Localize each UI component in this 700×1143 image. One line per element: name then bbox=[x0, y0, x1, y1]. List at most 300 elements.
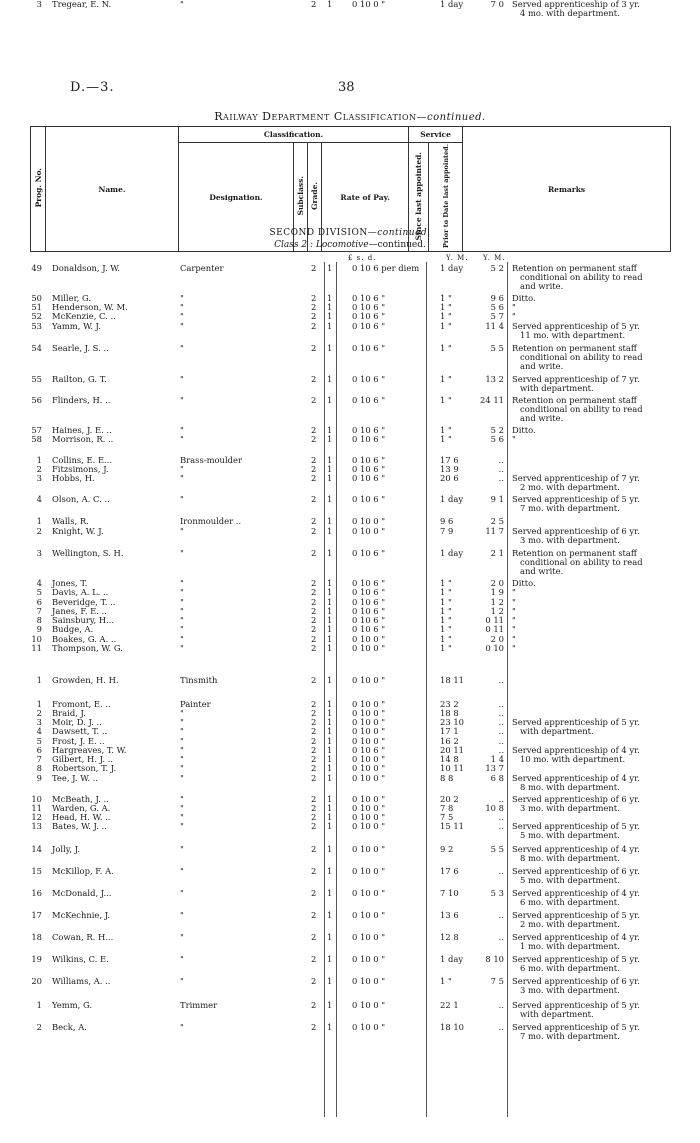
pay-cell: 0 10 6 " bbox=[352, 606, 386, 616]
prior-cell: .. bbox=[498, 1000, 504, 1010]
remarks-line: Served apprenticeship of 7 yr. bbox=[512, 374, 640, 384]
prog-no-cell: 20 bbox=[31, 976, 42, 986]
name-cell: Tregear, E. N. bbox=[52, 0, 112, 9]
remarks-line: Served apprenticeship of 7 yr. bbox=[512, 473, 640, 483]
subclass-cell: 2 bbox=[311, 888, 317, 898]
subclass-cell: 2 bbox=[311, 374, 317, 384]
designation-cell: " bbox=[180, 634, 184, 644]
remarks-line: with department. bbox=[520, 383, 594, 394]
subclass-cell: 2 bbox=[311, 578, 317, 588]
designation-cell: " bbox=[180, 302, 184, 312]
designation-cell: " bbox=[180, 434, 184, 444]
header-name: Name. bbox=[46, 127, 179, 252]
pay-cell: 0 10 6 " bbox=[352, 587, 386, 597]
class-label: Class 2 : Locomotive bbox=[274, 240, 369, 250]
pay-cell: 0 10 0 " bbox=[352, 1000, 386, 1010]
subclass-cell: 2 bbox=[311, 494, 317, 504]
prior-cell: .. bbox=[498, 1022, 504, 1032]
subclass-cell: 2 bbox=[311, 708, 317, 718]
grade-cell: 1 bbox=[327, 0, 333, 9]
name-cell: Beveridge, T. .. bbox=[52, 597, 116, 607]
remarks-line: and write. bbox=[520, 361, 564, 372]
pay-cell: 0 10 0 " bbox=[352, 526, 386, 536]
remarks-cell bbox=[512, 933, 664, 951]
pay-cell: 0 10 0 " bbox=[352, 932, 386, 942]
remarks-cell bbox=[512, 474, 664, 492]
pay-cell: 0 10 6 " bbox=[352, 311, 386, 321]
subclass-cell: 2 bbox=[311, 717, 317, 727]
prog-no-cell: 53 bbox=[31, 321, 42, 331]
prior-cell: 5 6 bbox=[490, 302, 504, 312]
remarks-cell bbox=[512, 375, 664, 393]
name-cell: Wellington, S. H. bbox=[52, 548, 124, 558]
grade-cell: 1 bbox=[327, 717, 333, 727]
prior-cell: 11 4 bbox=[485, 321, 504, 331]
since-cell: 1 " bbox=[440, 343, 452, 353]
remarks-cell bbox=[512, 644, 664, 653]
designation-cell: " bbox=[180, 1022, 184, 1032]
prog-no-cell: 4 bbox=[36, 578, 42, 588]
remarks-line: conditional on ability to read bbox=[520, 404, 643, 415]
subclass-cell: 2 bbox=[311, 587, 317, 597]
name-cell: Wilkins, C. E. bbox=[52, 954, 109, 964]
pay-cell: 0 10 6 " bbox=[352, 548, 386, 558]
designation-cell: " bbox=[180, 548, 184, 558]
since-cell: 22 1 bbox=[440, 1000, 459, 1010]
name-cell: Walls, R. bbox=[52, 516, 89, 526]
subclass-cell: 2 bbox=[311, 726, 317, 736]
remarks-line: Served apprenticeship of 5 yr. bbox=[512, 494, 640, 504]
prog-no-cell: 3 bbox=[36, 473, 42, 483]
designation-cell: " bbox=[180, 343, 184, 353]
prog-no-cell: 6 bbox=[36, 745, 42, 755]
grade-cell: 1 bbox=[327, 736, 333, 746]
remarks-line: 8 mo. with department. bbox=[520, 853, 620, 864]
since-cell: 1 " bbox=[440, 434, 452, 444]
prog-no-cell: 11 bbox=[31, 803, 42, 813]
prog-no-cell: 6 bbox=[36, 597, 42, 607]
pay-cell: 0 10 0 " bbox=[352, 708, 386, 718]
pay-cell: 0 10 6 " bbox=[352, 455, 386, 465]
subclass-cell: 2 bbox=[311, 548, 317, 558]
remarks-line: Served apprenticeship of 6 yr. bbox=[512, 526, 640, 536]
grade-cell: 1 bbox=[327, 473, 333, 483]
subclass-cell: 2 bbox=[311, 473, 317, 483]
designation-cell: " bbox=[180, 888, 184, 898]
since-cell: 1 " bbox=[440, 425, 452, 435]
since-cell: 1 " bbox=[440, 634, 452, 644]
since-cell: 7 9 bbox=[440, 526, 454, 536]
grade-cell: 1 bbox=[327, 803, 333, 813]
since-cell: 18 8 bbox=[440, 708, 459, 718]
grade-cell: 1 bbox=[327, 976, 333, 986]
prog-no-cell: 1 bbox=[36, 455, 42, 465]
prog-no-cell: 5 bbox=[36, 736, 42, 746]
subclass-cell: 2 bbox=[311, 803, 317, 813]
remarks-line: " bbox=[512, 615, 516, 625]
prior-cell: .. bbox=[498, 910, 504, 920]
name-cell: Hobbs, H. bbox=[52, 473, 95, 483]
since-cell: 1 " bbox=[440, 587, 452, 597]
remarks-line: conditional on ability to read bbox=[520, 557, 643, 568]
header-grade: Grade. bbox=[308, 143, 322, 252]
since-cell: 8 8 bbox=[440, 773, 454, 783]
name-cell: Dawsett, T. .. bbox=[52, 726, 108, 736]
prior-cell: 13 2 bbox=[485, 374, 504, 384]
grade-cell: 1 bbox=[327, 1022, 333, 1032]
remarks-cell bbox=[512, 795, 664, 813]
designation-cell: " bbox=[180, 425, 184, 435]
remarks-line: 11 mo. with department. bbox=[520, 330, 626, 341]
designation-cell: " bbox=[180, 643, 184, 653]
name-cell: Warden, G. A. bbox=[52, 803, 111, 813]
since-cell: 1 " bbox=[440, 643, 452, 653]
grade-cell: 1 bbox=[327, 910, 333, 920]
remarks-line: 3 mo. with department. bbox=[520, 803, 620, 814]
name-cell: Williams, A. .. bbox=[52, 976, 111, 986]
prior-cell: 2 0 bbox=[490, 634, 504, 644]
grade-cell: 1 bbox=[327, 624, 333, 634]
designation-cell: " bbox=[180, 773, 184, 783]
prior-cell: 1 9 bbox=[490, 587, 504, 597]
header-prior-to-date: Prior to Date last appointed. bbox=[429, 143, 463, 252]
designation-cell: " bbox=[180, 464, 184, 474]
prog-no-cell: 54 bbox=[31, 343, 42, 353]
remarks-cell bbox=[512, 977, 664, 995]
name-cell: Growden, H. H. bbox=[52, 675, 119, 685]
prior-cell: 11 7 bbox=[485, 526, 504, 536]
name-cell: McDonald, J... bbox=[52, 888, 112, 898]
remarks-line: Served apprenticeship of 5 yr. bbox=[512, 1000, 640, 1010]
prior-cell: .. bbox=[498, 455, 504, 465]
designation-cell: Ironmoulder .. bbox=[180, 516, 242, 526]
remarks-line: Served apprenticeship of 4 yr. bbox=[512, 844, 640, 854]
prog-no-cell: 5 bbox=[36, 587, 42, 597]
prior-cell: 9 6 bbox=[490, 293, 504, 303]
remarks-cell bbox=[512, 303, 664, 312]
grade-cell: 1 bbox=[327, 311, 333, 321]
remarks-line: 8 mo. with department. bbox=[520, 782, 620, 793]
prog-no-cell: 3 bbox=[36, 717, 42, 727]
subclass-cell: 2 bbox=[311, 0, 317, 9]
since-cell: 1 " bbox=[440, 606, 452, 616]
designation-cell: " bbox=[180, 754, 184, 764]
name-cell: Robertson, T. J. bbox=[52, 763, 117, 773]
name-cell: Fromont, E. .. bbox=[52, 699, 111, 709]
grade-cell: 1 bbox=[327, 1000, 333, 1010]
name-cell: Davis, A. L. .. bbox=[52, 587, 109, 597]
grade-cell: 1 bbox=[327, 293, 333, 303]
subclass-cell: 2 bbox=[311, 395, 317, 405]
subclass-cell: 2 bbox=[311, 1000, 317, 1010]
pay-cell: 0 10 0 " bbox=[352, 754, 386, 764]
remarks-line: Served apprenticeship of 4 yr. bbox=[512, 932, 640, 942]
grade-cell: 1 bbox=[327, 302, 333, 312]
grade-cell: 1 bbox=[327, 263, 333, 273]
since-cell: 18 11 bbox=[440, 675, 464, 685]
since-cell: 9 6 bbox=[440, 516, 454, 526]
since-cell: 20 11 bbox=[440, 745, 464, 755]
prior-cell: 7 0 bbox=[490, 0, 504, 9]
name-cell: Sainsbury, H... bbox=[52, 615, 115, 625]
remarks-line: 5 mo. with department. bbox=[520, 875, 620, 886]
since-units: Y. M. bbox=[446, 254, 469, 262]
subclass-cell: 2 bbox=[311, 302, 317, 312]
pay-cell: 0 10 0 " bbox=[352, 634, 386, 644]
remarks-cell bbox=[512, 527, 664, 545]
designation-cell: " bbox=[180, 745, 184, 755]
designation-cell: " bbox=[180, 293, 184, 303]
remarks-cell bbox=[512, 635, 664, 644]
subclass-cell: 2 bbox=[311, 976, 317, 986]
remarks-line: 10 mo. with department. bbox=[520, 754, 626, 765]
remarks-cell bbox=[512, 616, 664, 625]
since-cell: 23 10 bbox=[440, 717, 464, 727]
prior-units: Y. M. bbox=[483, 254, 506, 262]
prog-no-cell: 7 bbox=[36, 606, 42, 616]
designation-cell: Painter bbox=[180, 699, 211, 709]
grade-cell: 1 bbox=[327, 494, 333, 504]
subclass-cell: 2 bbox=[311, 1022, 317, 1032]
pay-cell: 0 10 0 " bbox=[352, 888, 386, 898]
since-cell: 7 8 bbox=[440, 803, 454, 813]
division-label: SECOND DIVISION— bbox=[269, 228, 378, 238]
pay-cell: 0 10 6 " bbox=[352, 343, 386, 353]
remarks-line: and write. bbox=[520, 413, 564, 424]
since-cell: 1 day bbox=[440, 548, 464, 558]
remarks-line: " bbox=[512, 434, 516, 444]
prog-no-cell: 18 bbox=[31, 932, 42, 942]
prog-no-cell: 2 bbox=[36, 526, 42, 536]
pay-cell: 0 10 6 " bbox=[352, 578, 386, 588]
remarks-cell bbox=[512, 396, 664, 424]
grade-cell: 1 bbox=[327, 675, 333, 685]
remarks-line: 6 mo. with department. bbox=[520, 963, 620, 974]
subclass-cell: 2 bbox=[311, 866, 317, 876]
remarks-cell bbox=[512, 294, 664, 303]
header-designation: Designation. bbox=[179, 143, 294, 252]
name-cell: Boakes, G. A. .. bbox=[52, 634, 117, 644]
remarks-line: Ditto. bbox=[512, 578, 536, 588]
name-cell: Head, H. W. .. bbox=[52, 812, 111, 822]
grade-cell: 1 bbox=[327, 464, 333, 474]
prog-no-cell: 11 bbox=[31, 643, 42, 653]
grade-cell: 1 bbox=[327, 794, 333, 804]
subclass-cell: 2 bbox=[311, 434, 317, 444]
grade-cell: 1 bbox=[327, 773, 333, 783]
remarks-cell bbox=[512, 718, 664, 736]
prior-cell: 5 3 bbox=[490, 888, 504, 898]
name-cell: Frost, J. E. .. bbox=[52, 736, 105, 746]
grade-cell: 1 bbox=[327, 866, 333, 876]
prior-cell: 10 8 bbox=[485, 803, 504, 813]
pay-cell: 0 10 6 " bbox=[352, 494, 386, 504]
header-rate-of-pay: Rate of Pay. bbox=[322, 143, 409, 252]
designation-cell: " bbox=[180, 374, 184, 384]
prior-cell: 7 5 bbox=[490, 976, 504, 986]
grade-cell: 1 bbox=[327, 954, 333, 964]
subclass-cell: 2 bbox=[311, 773, 317, 783]
pay-cell: 0 10 0 " bbox=[352, 1022, 386, 1032]
since-cell: 16 2 bbox=[440, 736, 459, 746]
subclass-cell: 2 bbox=[311, 615, 317, 625]
remarks-line: and write. bbox=[520, 566, 564, 577]
header-prog-no: Prog. No. bbox=[31, 127, 46, 252]
grade-cell: 1 bbox=[327, 708, 333, 718]
class-suffix: —continued. bbox=[368, 240, 426, 250]
designation-cell: " bbox=[180, 606, 184, 616]
designation-cell: Trimmer bbox=[180, 1000, 218, 1010]
subclass-cell: 2 bbox=[311, 634, 317, 644]
remarks-line: 4 mo. with department. bbox=[520, 8, 620, 19]
name-cell: Thompson, W. G. bbox=[52, 643, 123, 653]
subclass-cell: 2 bbox=[311, 643, 317, 653]
subclass-cell: 2 bbox=[311, 794, 317, 804]
since-cell: 1 " bbox=[440, 597, 452, 607]
subclass-cell: 2 bbox=[311, 954, 317, 964]
prog-no-cell: 3 bbox=[36, 0, 42, 9]
prog-no-cell: 55 bbox=[31, 374, 42, 384]
since-cell: 1 " bbox=[440, 395, 452, 405]
pay-cell: 0 10 6 " bbox=[352, 473, 386, 483]
designation-cell: " bbox=[180, 844, 184, 854]
since-cell: 17 6 bbox=[440, 455, 459, 465]
grade-cell: 1 bbox=[327, 888, 333, 898]
since-cell: 1 " bbox=[440, 624, 452, 634]
prog-no-cell: 10 bbox=[31, 634, 42, 644]
name-cell: Beck, A. bbox=[52, 1022, 87, 1032]
since-cell: 17 1 bbox=[440, 726, 459, 736]
designation-cell: Carpenter bbox=[180, 263, 224, 273]
name-cell: McKillop, F. A. bbox=[52, 866, 114, 876]
pay-cell: 0 10 6 " bbox=[352, 293, 386, 303]
remarks-cell bbox=[512, 495, 664, 513]
remarks-line: Retention on permanent staff bbox=[512, 548, 637, 558]
designation-cell: " bbox=[180, 395, 184, 405]
designation-cell: " bbox=[180, 578, 184, 588]
name-cell: Railton, G. T. bbox=[52, 374, 107, 384]
name-cell: Gilbert, H. J. .. bbox=[52, 754, 114, 764]
designation-cell: " bbox=[180, 494, 184, 504]
grade-cell: 1 bbox=[327, 374, 333, 384]
prior-cell: .. bbox=[498, 699, 504, 709]
name-cell: Collins, E. E... bbox=[52, 455, 113, 465]
remarks-cell bbox=[512, 774, 664, 792]
prior-cell: 5 2 bbox=[490, 425, 504, 435]
prog-no-cell: 2 bbox=[36, 708, 42, 718]
name-cell: Jones, T. bbox=[52, 578, 88, 588]
grade-cell: 1 bbox=[327, 578, 333, 588]
since-cell: 1 " bbox=[440, 615, 452, 625]
remarks-line: " bbox=[512, 643, 516, 653]
prior-cell: 5 5 bbox=[490, 343, 504, 353]
subclass-cell: 2 bbox=[311, 464, 317, 474]
pay-cell: 0 10 0 " bbox=[352, 726, 386, 736]
subclass-cell: 2 bbox=[311, 516, 317, 526]
grade-cell: 1 bbox=[327, 548, 333, 558]
subclass-cell: 2 bbox=[311, 675, 317, 685]
pay-cell: 0 10 6 " bbox=[352, 464, 386, 474]
remarks-line: 7 mo. with department. bbox=[520, 1031, 620, 1042]
remarks-line: Served apprenticeship of 5 yr. bbox=[512, 321, 640, 331]
header-classification: Classification. bbox=[179, 127, 409, 143]
remarks-line: and write. bbox=[520, 281, 564, 292]
grade-cell: 1 bbox=[327, 699, 333, 709]
name-cell: McKenzie, C. .. bbox=[52, 311, 116, 321]
since-cell: 18 10 bbox=[440, 1022, 464, 1032]
grade-cell: 1 bbox=[327, 634, 333, 644]
prog-no-cell: 51 bbox=[31, 302, 42, 312]
prior-cell: .. bbox=[498, 866, 504, 876]
designation-cell: " bbox=[180, 597, 184, 607]
prior-cell: 24 11 bbox=[480, 395, 504, 405]
prog-no-cell: 19 bbox=[31, 954, 42, 964]
remarks-cell bbox=[512, 426, 664, 435]
remarks-cell bbox=[512, 598, 664, 607]
prog-no-cell: 16 bbox=[31, 888, 42, 898]
prior-cell: 0 11 bbox=[485, 624, 504, 634]
remarks-line: Retention on permanent staff bbox=[512, 395, 637, 405]
designation-cell: " bbox=[180, 736, 184, 746]
remarks-cell bbox=[512, 435, 664, 444]
since-cell: 1 " bbox=[440, 302, 452, 312]
page-number: 38 bbox=[338, 80, 355, 95]
prior-cell: 2 1 bbox=[490, 548, 504, 558]
grade-cell: 1 bbox=[327, 526, 333, 536]
title-suffix: —continued. bbox=[416, 112, 486, 123]
pay-cell: 0 10 0 " bbox=[352, 821, 386, 831]
subclass-cell: 2 bbox=[311, 754, 317, 764]
subclass-cell: 2 bbox=[311, 910, 317, 920]
subclass-cell: 2 bbox=[311, 343, 317, 353]
remarks-cell bbox=[512, 322, 664, 340]
since-cell: 23 2 bbox=[440, 699, 459, 709]
pay-cell: 0 10 6 " bbox=[352, 434, 386, 444]
remarks-line: " bbox=[512, 634, 516, 644]
designation-cell: " bbox=[180, 726, 184, 736]
remarks-line: Served apprenticeship of 3 yr. bbox=[512, 0, 640, 9]
pay-cell: 0 10 0 " bbox=[352, 675, 386, 685]
prog-no-cell: 52 bbox=[31, 311, 42, 321]
name-cell: McKechnie, J. bbox=[52, 910, 111, 920]
document-reference: D.—3. bbox=[70, 80, 115, 95]
pay-cell: 0 10 0 " bbox=[352, 0, 386, 9]
name-cell: Hargreaves, T. W. bbox=[52, 745, 127, 755]
remarks-line: Served apprenticeship of 5 yr. bbox=[512, 1022, 640, 1032]
remarks-line: Served apprenticeship of 4 yr. bbox=[512, 773, 640, 783]
remarks-line: " bbox=[512, 587, 516, 597]
since-cell: 13 9 bbox=[440, 464, 459, 474]
prior-cell: .. bbox=[498, 736, 504, 746]
prog-no-cell: 2 bbox=[36, 1022, 42, 1032]
subclass-cell: 2 bbox=[311, 736, 317, 746]
remarks-line: Retention on permanent staff bbox=[512, 263, 637, 273]
designation-cell: " bbox=[180, 473, 184, 483]
prog-no-cell: 13 bbox=[31, 821, 42, 831]
remarks-line: " bbox=[512, 624, 516, 634]
pay-cell: 0 10 0 " bbox=[352, 910, 386, 920]
designation-cell: " bbox=[180, 976, 184, 986]
designation-cell: " bbox=[180, 803, 184, 813]
subclass-cell: 2 bbox=[311, 597, 317, 607]
name-cell: Morrison, R. .. bbox=[52, 434, 114, 444]
remarks-line: Served apprenticeship of 4 yr. bbox=[512, 745, 640, 755]
prog-no-cell: 1 bbox=[36, 699, 42, 709]
pay-cell: 0 10 0 " bbox=[352, 954, 386, 964]
prior-cell: 5 7 bbox=[490, 311, 504, 321]
remarks-line: 2 mo. with department. bbox=[520, 482, 620, 493]
remarks-cell bbox=[512, 607, 664, 616]
